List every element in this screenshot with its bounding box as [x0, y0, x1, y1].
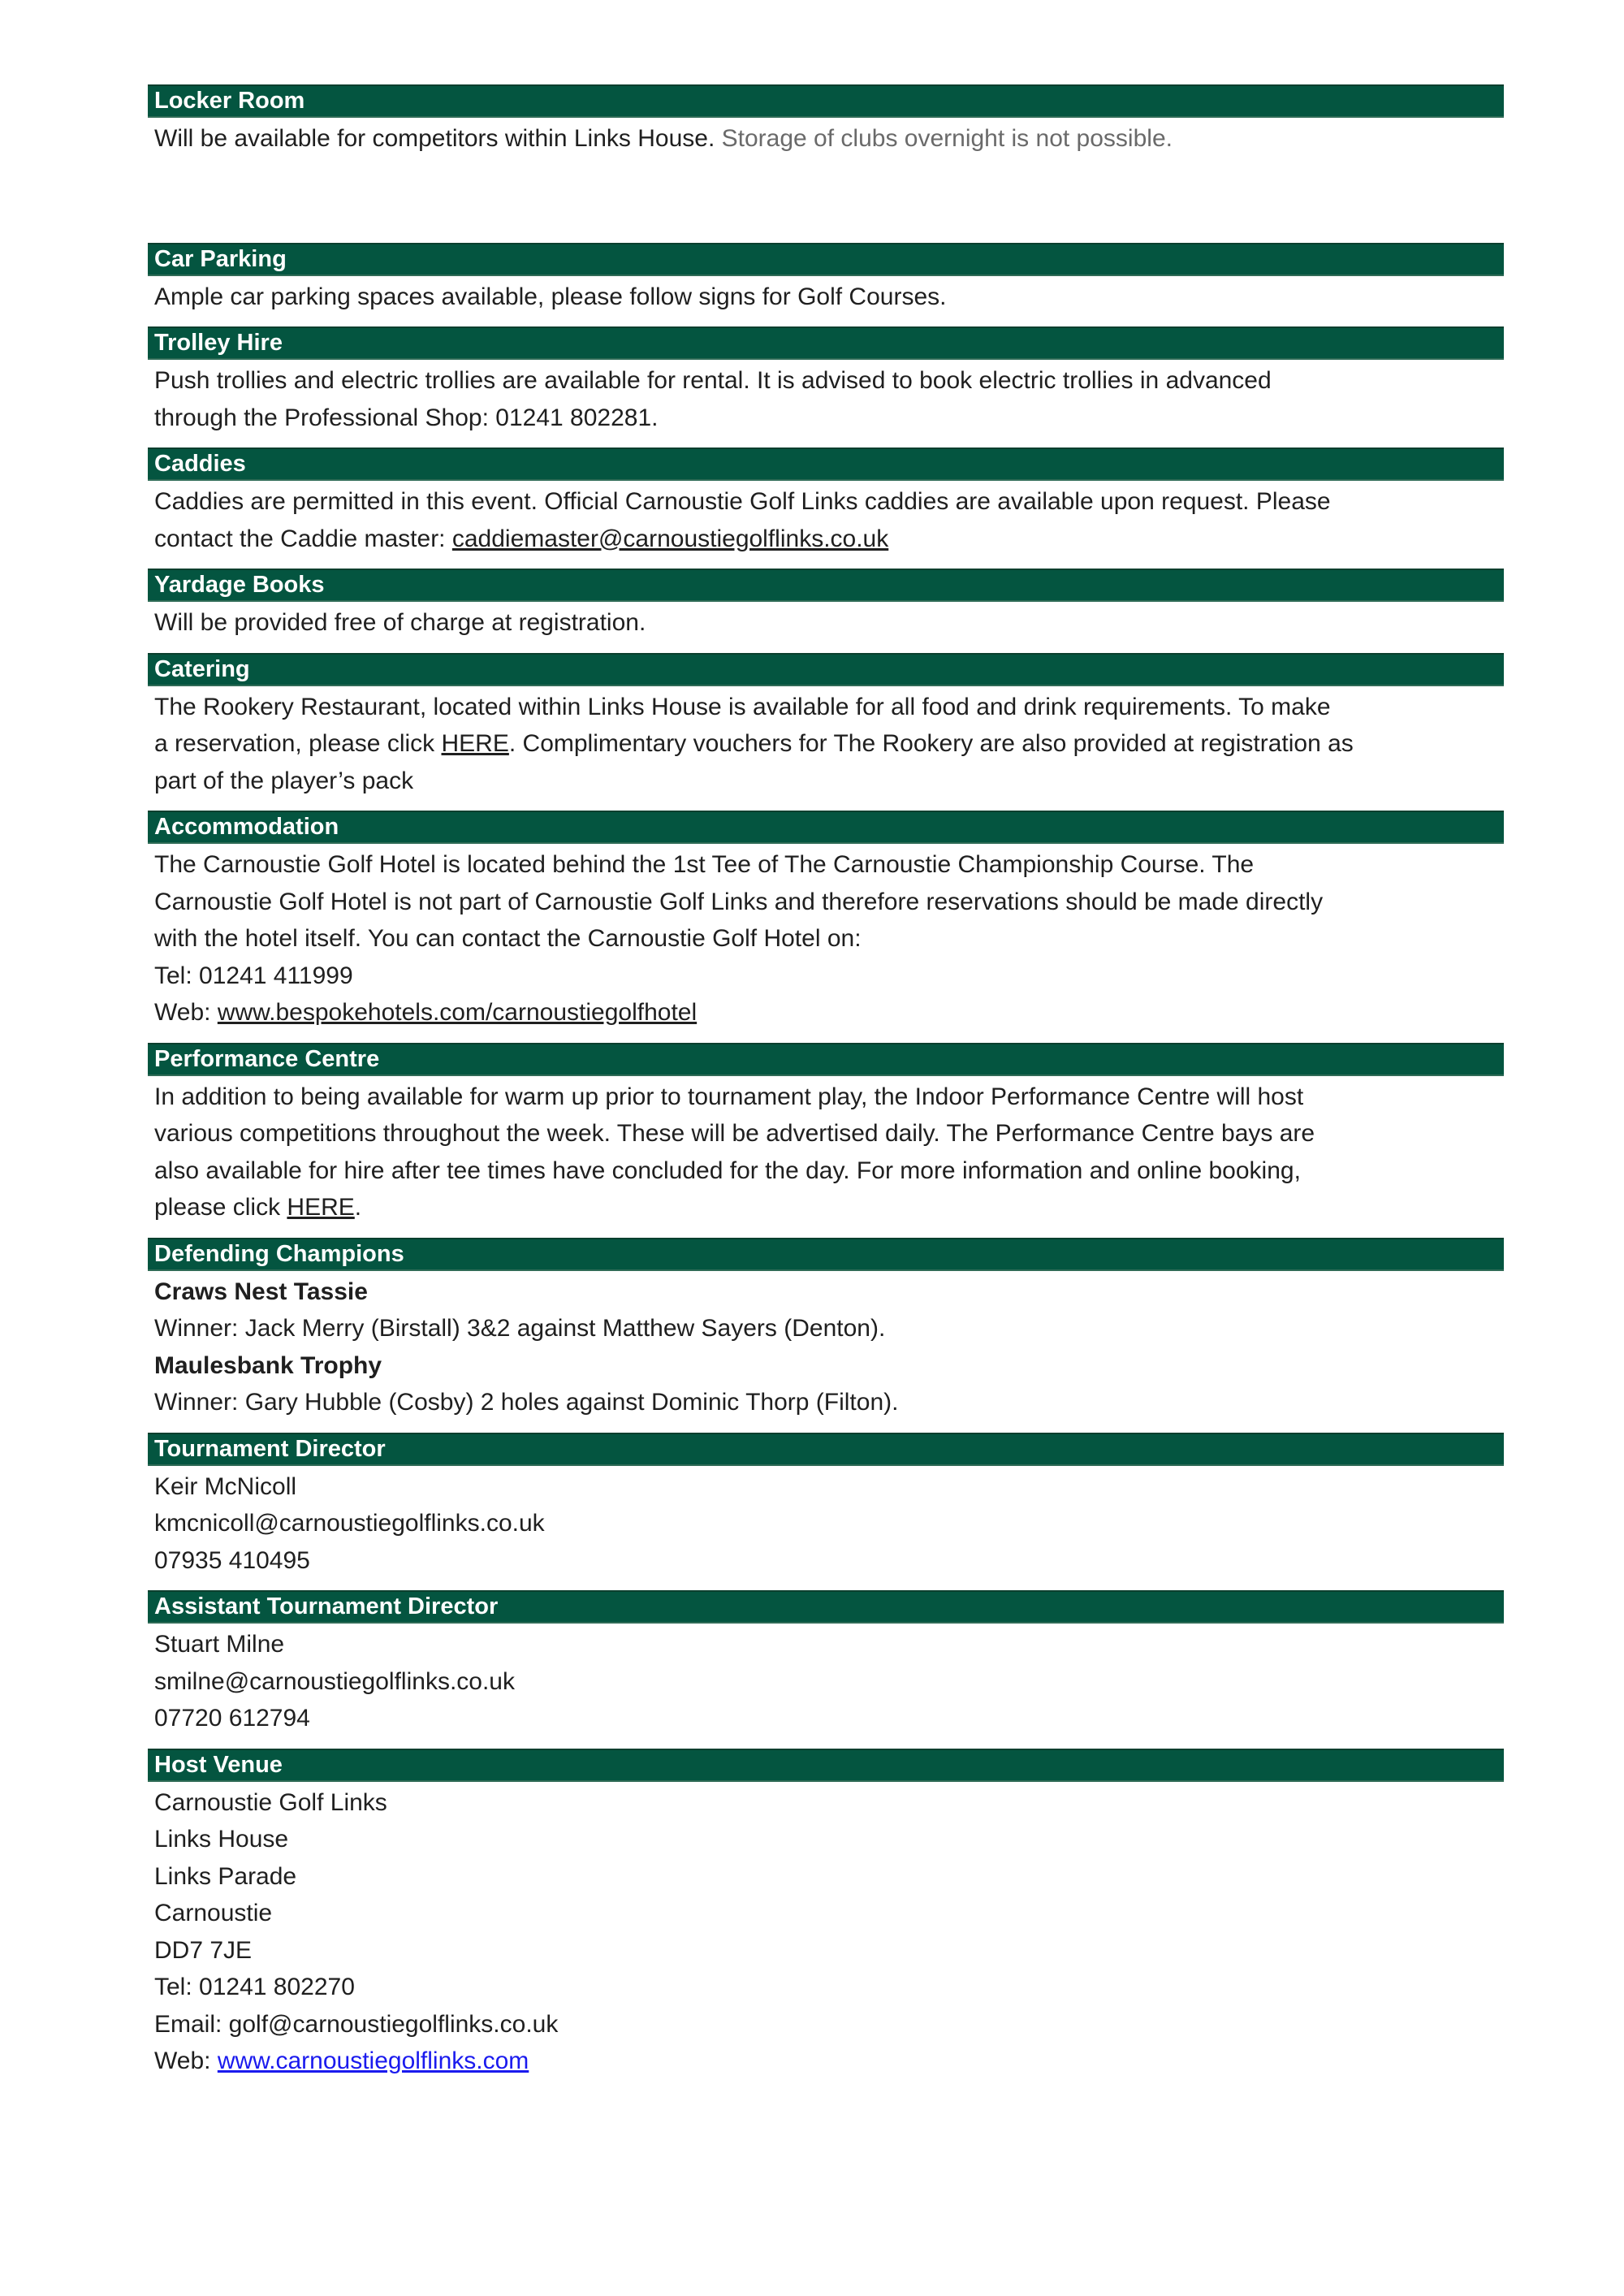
- text-line: [154, 1895, 1504, 1932]
- text-run: Maulesbank Trophy: [154, 1351, 382, 1379]
- text-run: In addition to being available for warm up prior to tournament play, the Indoor Performance Centre will host: [154, 1083, 1304, 1110]
- text-line: [154, 120, 1504, 158]
- text-run: Web:: [154, 2047, 218, 2074]
- section-trolley-hire: [148, 326, 1504, 436]
- section-body: [148, 1466, 1504, 1580]
- text-line: [154, 958, 1504, 995]
- section-caddies: [148, 448, 1504, 557]
- text-run: Push trollies and electric trollies are available for rental. It is advised to book electric trollies in advanced: [154, 367, 1272, 394]
- section-tournament-director: [148, 1433, 1504, 1580]
- text-line: [154, 725, 1504, 763]
- section-body: [148, 1782, 1504, 2080]
- text-run: Tel: 01241 802270: [154, 1974, 355, 2000]
- text-run: Keir McNicoll: [154, 1472, 297, 1500]
- section-header-car-parking: Car Parking: [148, 243, 1504, 276]
- text-line: [154, 1468, 1504, 1506]
- text-line: [154, 1821, 1504, 1858]
- text-line: [154, 1273, 1504, 1311]
- text-run: Caddies are permitted in this event. Official Carnoustie Golf Links caddies are available upon request. Please: [154, 488, 1331, 515]
- text-line: [154, 1784, 1504, 1822]
- section-defending-champions: [148, 1238, 1504, 1421]
- section-header-caddies: Caddies: [148, 448, 1504, 481]
- text-line: [154, 604, 1504, 642]
- section-body: [148, 276, 1504, 316]
- text-line: [154, 689, 1504, 726]
- text-line: [154, 1505, 1504, 1542]
- link-here[interactable]: HERE: [441, 730, 509, 757]
- text-line: [154, 1347, 1504, 1385]
- section-body: [148, 360, 1504, 436]
- text-run: Winner: Gary Hubble (Cosby) 2 holes against Dominic Thorp (Filton).: [154, 1389, 899, 1416]
- section-header-defending-champions: Defending Champions: [148, 1238, 1504, 1271]
- text-line: [154, 362, 1504, 400]
- section-header-host-venue: Host Venue: [148, 1749, 1504, 1782]
- text-run: DD7 7JE: [154, 1936, 253, 1964]
- text-line: [154, 1626, 1504, 1663]
- text-line: [154, 1700, 1504, 1737]
- text-line: [154, 994, 1504, 1031]
- text-run: contact the Caddie master:: [154, 525, 452, 552]
- text-line: [154, 763, 1504, 800]
- text-run: smilne@carnoustiegolflinks.co.uk: [154, 1667, 515, 1695]
- text-line: [154, 1969, 1504, 2006]
- text-line: [154, 1663, 1504, 1701]
- text-run: The Carnoustie Golf Hotel is located behind the 1st Tee of The Carnoustie Championship Course. The: [154, 851, 1255, 878]
- section-header-catering: Catering: [148, 653, 1504, 686]
- section-yardage-books: [148, 569, 1504, 642]
- text-run: Craws Nest Tassie: [154, 1278, 368, 1305]
- section-header-assistant-tournament-director: Assistant Tournament Director: [148, 1590, 1504, 1624]
- text-run: through the Professional Shop: 01241 802281.: [154, 404, 659, 431]
- text-line: [154, 483, 1504, 521]
- text-line: [154, 846, 1504, 884]
- section-performance-centre: [148, 1043, 1504, 1226]
- text-line: [154, 1542, 1504, 1580]
- text-run: Web:: [154, 999, 218, 1026]
- section-header-performance-centre: Performance Centre: [148, 1043, 1504, 1076]
- section-body: [148, 1076, 1504, 1226]
- section-header-accommodation: Accommodation: [148, 811, 1504, 844]
- text-line: [154, 884, 1504, 921]
- text-run: Storage of clubs overnight is not possible.: [721, 125, 1173, 152]
- text-run: Email: golf@carnoustiegolflinks.co.uk: [154, 2010, 559, 2038]
- text-line: [154, 1152, 1504, 1190]
- text-run: a reservation, please click: [154, 730, 442, 757]
- text-line: [154, 400, 1504, 437]
- text-line: [154, 1189, 1504, 1226]
- section-body: [148, 686, 1504, 800]
- text-run: Carnoustie: [154, 1900, 273, 1926]
- text-line: [154, 1932, 1504, 1970]
- text-line: [154, 920, 1504, 958]
- text-line: [154, 1115, 1504, 1152]
- section-header-yardage-books: Yardage Books: [148, 569, 1504, 602]
- section-header-locker-room: Locker Room: [148, 84, 1504, 118]
- text-line: [154, 1858, 1504, 1896]
- link-www-carnoustiegolflinks-com[interactable]: www.carnoustiegolflinks.com: [217, 2047, 529, 2074]
- section-header-trolley-hire: Trolley Hire: [148, 326, 1504, 360]
- link-here[interactable]: HERE: [287, 1194, 355, 1221]
- text-run: 07935 410495: [154, 1546, 310, 1574]
- text-line: [154, 279, 1504, 316]
- text-run: . Complimentary vouchers for The Rookery are also provided at registration as: [508, 730, 1354, 757]
- text-line: [154, 1310, 1504, 1347]
- section-header-tournament-director: Tournament Director: [148, 1433, 1504, 1466]
- text-run: please click: [154, 1194, 287, 1221]
- text-line: [154, 2006, 1504, 2043]
- section-host-venue: [148, 1749, 1504, 2080]
- section-catering: [148, 653, 1504, 800]
- text-run: Winner: Jack Merry (Birstall) 3&2 against Matthew Sayers (Denton).: [154, 1315, 886, 1342]
- section-body: [148, 481, 1504, 557]
- text-run: kmcnicoll@carnoustiegolflinks.co.uk: [154, 1510, 545, 1537]
- text-run: also available for hire after tee times have concluded for the day. For more information and online booking,: [154, 1157, 1301, 1184]
- text-run: Ample car parking spaces available, please follow signs for Golf Courses.: [154, 283, 947, 310]
- text-run: Carnoustie Golf Hotel is not part of Carnoustie Golf Links and therefore reservations should be made directly: [154, 888, 1324, 915]
- section-accommodation: [148, 811, 1504, 1031]
- text-run: with the hotel itself. You can contact the Carnoustie Golf Hotel on:: [154, 925, 862, 952]
- section-body: [148, 118, 1504, 158]
- section-car-parking: [148, 243, 1504, 316]
- text-run: The Rookery Restaurant, located within Links House is available for all food and drink requirements. To make: [154, 693, 1331, 720]
- document-content: [148, 84, 1504, 2091]
- text-run: Will be available for competitors within Links House.: [154, 125, 722, 152]
- text-line: [154, 1079, 1504, 1116]
- text-run: Tel: 01241 411999: [154, 962, 353, 989]
- section-body: [148, 844, 1504, 1031]
- text-run: Stuart Milne: [154, 1631, 285, 1658]
- text-line: [154, 2043, 1504, 2080]
- section-locker-room: [148, 84, 1504, 158]
- text-run: Links Parade: [154, 1862, 297, 1890]
- text-run: Links House: [154, 1826, 289, 1853]
- text-run: Will be provided free of charge at registration.: [154, 609, 646, 636]
- link-www-bespokehotels-com-carnoustiegolfhote[interactable]: www.bespokehotels.com/carnoustiegolfhotel: [217, 999, 698, 1026]
- link-caddiemaster-carnoustiegolflinks-co-uk[interactable]: caddiemaster@carnoustiegolflinks.co.uk: [451, 525, 889, 552]
- section-body: [148, 602, 1504, 642]
- text-line: [154, 521, 1504, 558]
- text-run: part of the player’s pack: [154, 767, 414, 794]
- section-body: [148, 1271, 1504, 1421]
- text-run: Carnoustie Golf Links: [154, 1788, 387, 1816]
- section-body: [148, 1624, 1504, 1737]
- text-run: 07720 612794: [154, 1705, 310, 1732]
- text-run: various competitions throughout the week. These will be advertised daily. The Performance Centre bays are: [154, 1120, 1315, 1147]
- section-assistant-tournament-director: [148, 1590, 1504, 1737]
- text-line: [154, 1384, 1504, 1421]
- text-run: .: [354, 1194, 362, 1221]
